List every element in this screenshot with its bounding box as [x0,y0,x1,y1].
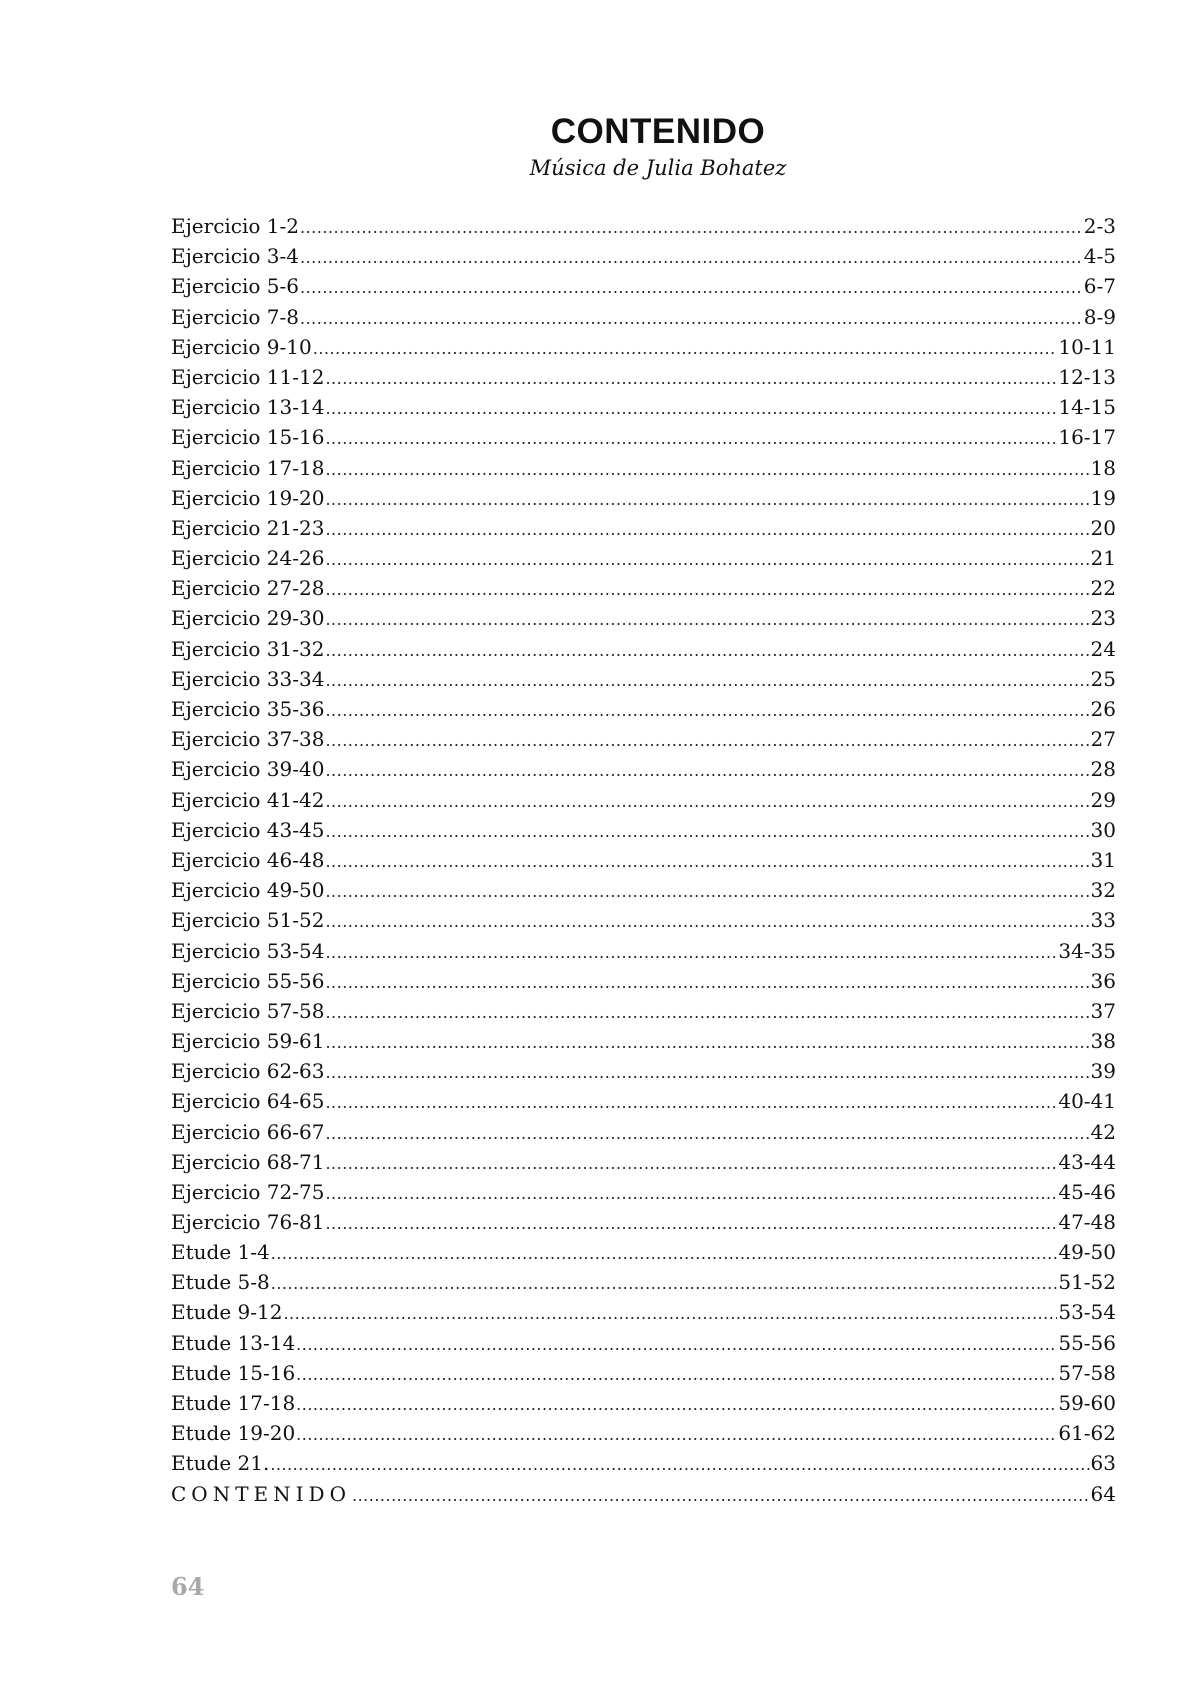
toc-entry-page: 31 [1090,847,1116,872]
toc-entry[interactable] [171,241,1116,271]
dot-leader [325,938,1057,968]
toc-entry[interactable] [171,754,1116,784]
toc-entry-label: Ejercicio 3-4 [171,244,299,269]
toc-entry[interactable] [171,1418,1116,1448]
toc-entry-page: 22 [1090,576,1116,601]
toc-entry[interactable] [171,694,1116,724]
dot-leader [325,847,1089,877]
toc-entry[interactable] [171,543,1116,573]
toc-entry[interactable] [171,1328,1116,1358]
toc-entry-label: Ejercicio 21-23 [171,515,325,540]
toc-entry-page: 45-46 [1058,1180,1116,1204]
page-subtitle: Música de Julia Bohatez [529,156,787,180]
toc-entry[interactable] [171,996,1116,1026]
dot-leader [296,1360,1057,1390]
toc-ejercicios-list [171,211,1116,1237]
dot-leader [325,666,1089,696]
toc-entry-page: 33 [1090,908,1116,933]
toc-entry[interactable] [171,634,1116,664]
toc-entry[interactable] [171,573,1116,603]
toc-entry[interactable] [171,1207,1116,1237]
toc-entry-page: 57-58 [1058,1360,1116,1385]
dot-leader [271,1239,1058,1269]
toc-entry[interactable] [171,211,1116,241]
toc-entry-label: Ejercicio 64-65 [171,1089,325,1114]
toc-entry[interactable] [171,1026,1116,1056]
toc-entry-label: Ejercicio 43-45 [171,817,325,842]
toc-entry-page: 14-15 [1058,395,1116,420]
dot-leader [325,636,1089,666]
toc-entry-page: 40-41 [1058,1089,1116,1114]
toc-entry-label: Ejercicio 57-58 [171,998,325,1023]
toc-entry-page: 21 [1090,546,1116,571]
toc-entry-page: 8-9 [1083,304,1116,329]
toc-entry-label: Ejercicio 68-71 [171,1149,325,1174]
toc-entry-label: Ejercicio 19-20 [171,485,325,510]
dot-leader [325,787,1089,817]
toc-entry-label: Ejercicio 9-10 [171,334,312,359]
dot-leader [325,1028,1089,1058]
dot-leader [296,1330,1057,1360]
toc-entry-label: Etude 15-16 [171,1360,296,1385]
toc-entry-page: 34-35 [1058,938,1116,963]
toc-entry-page: 55-56 [1058,1330,1116,1355]
dot-leader [325,726,1089,756]
dot-leader [300,273,1083,303]
toc-entry[interactable] [171,1056,1116,1086]
dot-leader [325,394,1057,424]
toc-entry-label: Ejercicio 33-34 [171,666,325,691]
toc-entry[interactable] [171,1237,1116,1267]
toc-entry-label: Ejercicio 55-56 [171,968,325,993]
dot-leader [325,968,1089,998]
toc-entry-label: Etude 21. [171,1451,270,1476]
toc-entry-page: 63 [1090,1451,1116,1476]
toc-entry-label: Ejercicio 11-12 [171,364,325,389]
toc-entry-label: Etude 17-18 [171,1390,296,1415]
toc-entry[interactable] [171,362,1116,392]
toc-entry-page: 39 [1090,1059,1116,1084]
toc-entry-label: Etude 19-20 [171,1421,296,1446]
toc-entry-label: Ejercicio 7-8 [171,304,299,329]
toc-entry-page: 49-50 [1058,1240,1116,1264]
toc-entry-label: Ejercicio 13-14 [171,395,325,420]
dot-leader [313,334,1058,364]
toc-entry[interactable] [171,1117,1116,1147]
toc-entry-label: Etude 9-12 [171,1300,283,1325]
toc-entry[interactable] [171,1479,1116,1509]
page-number: 64 [171,1572,205,1601]
toc-entry-page: 25 [1090,666,1116,691]
toc-entry[interactable] [171,724,1116,754]
toc-entry-page: 26 [1090,697,1116,721]
toc-entry-page: 19 [1090,485,1116,510]
toc-entry[interactable] [171,271,1116,301]
toc-entry-page: 64 [1090,1481,1116,1506]
toc-entry-page: 18 [1090,455,1116,480]
toc-entry-page: 16-17 [1058,425,1116,450]
toc-entry-page: 4-5 [1083,244,1116,269]
dot-leader [300,304,1083,334]
toc-entry-label: Etude 13-14 [171,1330,296,1355]
toc-entry-label: Ejercicio 46-48 [171,847,325,872]
toc-entry-page: 42 [1090,1119,1116,1144]
toc-entry-page: 12-13 [1058,364,1116,389]
toc-entry[interactable] [171,332,1116,362]
dot-leader [325,1209,1057,1239]
dot-leader [325,575,1089,605]
toc-entry[interactable] [171,815,1116,845]
toc-entry-page: 36 [1090,968,1116,993]
toc-entry-label: Ejercicio 49-50 [171,878,325,903]
toc-entry[interactable] [171,905,1116,935]
toc-entry[interactable] [171,1297,1116,1327]
toc-entry-page: 59-60 [1058,1390,1116,1415]
toc-entry[interactable] [171,1358,1116,1388]
toc-entry-page: 24 [1090,636,1116,661]
toc-entry-page: 29 [1090,787,1116,812]
page-title: CONTENIDO [550,112,766,151]
toc-entry-label: CONTENIDO [171,1481,351,1506]
toc-entry-label: Ejercicio 17-18 [171,455,325,480]
toc-entry-label: Ejercicio 15-16 [171,425,325,450]
dot-leader [325,1179,1057,1209]
dot-leader [325,485,1089,515]
dot-leader [325,1058,1089,1088]
toc-entry-label: Ejercicio 1-2 [171,214,299,238]
toc-entry[interactable] [171,664,1116,694]
dot-leader [296,1390,1057,1420]
dot-leader [325,998,1089,1028]
toc-entry-page: 23 [1090,606,1116,631]
dot-leader [325,1149,1057,1179]
toc-entry[interactable] [171,1147,1116,1177]
toc-entry-page: 37 [1090,998,1116,1023]
toc-entry-label: Etude 5-8 [171,1270,270,1295]
dot-leader [325,817,1089,847]
dot-leader [352,1481,1090,1511]
toc-entry[interactable] [171,1267,1116,1297]
toc-entry[interactable] [171,875,1116,905]
toc-entry[interactable] [171,422,1116,452]
toc-entry-page: 38 [1090,1029,1116,1054]
toc-entry-page: 53-54 [1058,1300,1116,1325]
toc-etudes-list [171,1237,1116,1509]
toc-entry[interactable] [171,483,1116,513]
toc-entry-label: Ejercicio 39-40 [171,757,325,782]
toc-entry-page: 2-3 [1083,214,1116,238]
dot-leader [325,756,1089,786]
toc-entry-label: Ejercicio 59-61 [171,1029,325,1054]
toc-entry-label: Ejercicio 29-30 [171,606,325,631]
dot-leader [325,545,1089,575]
toc-entry[interactable] [171,1086,1116,1116]
toc-entry[interactable] [171,603,1116,633]
dot-leader [296,1420,1057,1450]
toc-entry-page: 32 [1090,878,1116,903]
toc-entry[interactable] [171,1388,1116,1418]
dot-leader [325,907,1089,937]
toc-entry-page: 51-52 [1058,1270,1116,1295]
toc-entry-page: 27 [1090,727,1116,752]
toc-entry-label: Ejercicio 51-52 [171,908,325,933]
dot-leader [300,213,1083,243]
dot-leader [325,1088,1057,1118]
dot-leader [325,877,1089,907]
toc-entry-label: Ejercicio 53-54 [171,938,325,963]
toc-entry[interactable] [171,392,1116,422]
toc-entry[interactable] [171,936,1116,966]
toc-entry-label: Ejercicio 41-42 [171,787,325,812]
toc-entry[interactable] [171,785,1116,815]
toc-entry-page: 43-44 [1058,1149,1116,1174]
toc-entry[interactable] [171,845,1116,875]
dot-leader [325,515,1089,545]
toc-entry[interactable] [171,513,1116,543]
dot-leader [325,424,1057,454]
toc-entry-page: 20 [1090,515,1116,540]
dot-leader [283,1299,1057,1329]
dot-leader [270,1450,1089,1480]
toc-entry-label: Ejercicio 72-75 [171,1180,325,1204]
toc-entry[interactable] [171,966,1116,996]
toc-entry-label: Etude 1-4 [171,1240,270,1264]
dot-leader [271,1269,1058,1299]
toc-entry[interactable] [171,302,1116,332]
dot-leader [325,364,1057,394]
toc-entry-label: Ejercicio 66-67 [171,1119,325,1144]
toc-entry-page: 30 [1090,817,1116,842]
toc-entry-page: 10-11 [1058,334,1116,359]
toc-entry-label: Ejercicio 5-6 [171,274,299,299]
dot-leader [325,696,1089,726]
toc-entry-page: 61-62 [1058,1421,1116,1446]
toc-entry[interactable] [171,1448,1116,1478]
toc-entry-label: Ejercicio 62-63 [171,1059,325,1084]
toc-entry-label: Ejercicio 37-38 [171,727,325,752]
toc-entry-label: Ejercicio 35-36 [171,697,325,721]
dot-leader [325,1119,1089,1149]
toc-entry-label: Ejercicio 76-81 [171,1210,325,1235]
toc-entry-label: Ejercicio 27-28 [171,576,325,601]
toc-entry-page: 47-48 [1058,1210,1116,1235]
toc-entry-label: Ejercicio 31-32 [171,636,325,661]
dot-leader [325,605,1089,635]
dot-leader [325,455,1089,485]
toc-entry[interactable] [171,1177,1116,1207]
dot-leader [300,243,1083,273]
toc-entry-page: 28 [1090,757,1116,782]
toc-entry[interactable] [171,453,1116,483]
toc-entry-page: 6-7 [1083,274,1116,299]
toc-entry-label: Ejercicio 24-26 [171,546,325,571]
